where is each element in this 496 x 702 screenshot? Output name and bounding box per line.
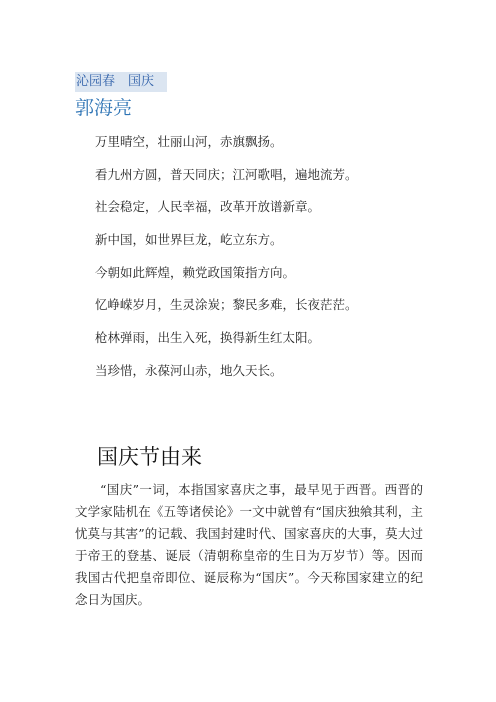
poem-line: 忆峥嵘岁月，生灵涂炭；黎民多难，长夜茫茫。	[95, 297, 358, 313]
poem-line: 看九州方圆，普天同庆；江河歌唱，遍地流芳。	[95, 166, 358, 182]
section-body: “国庆”一词，本指国家喜庆之事，最早见于西晋。西晋的文学家陆机在《五等诸侯论》一文中就曾有“国庆独飨其利，主忧莫与其害”的记载、我国封建时代、国家喜庆的大事，莫大过于帝王的登基、诞辰（清朝称皇帝的生日为万岁节）等。因而我国古代把皇帝即位、诞辰称为“国庆”。今天称国家建立的纪念日为国庆。	[75, 482, 423, 608]
poem-lines	[95, 133, 358, 395]
poem-line: 社会稳定，人民幸福，改革开放谱新章。	[95, 199, 321, 215]
poem-title	[75, 72, 167, 92]
section-heading: 国庆节由来	[97, 445, 202, 469]
poem-title-subject: 国庆	[128, 74, 155, 89]
poem-title-name: 沁园春	[76, 74, 116, 89]
poem-line: 万里晴空，壮丽山河，赤旗飘扬。	[95, 134, 283, 149]
poem-line: 今朝如此辉煌，赖党政国策指方向。	[95, 264, 296, 280]
poem-line: 新中国，如世界巨龙，屹立东方。	[95, 232, 283, 248]
poem-author: 郭海亮	[75, 97, 133, 119]
poem-line: 当珍惜，永葆河山赤，地久天长。	[95, 362, 283, 378]
poem-line: 枪林弹雨，出生入死，换得新生红太阳。	[95, 330, 321, 346]
